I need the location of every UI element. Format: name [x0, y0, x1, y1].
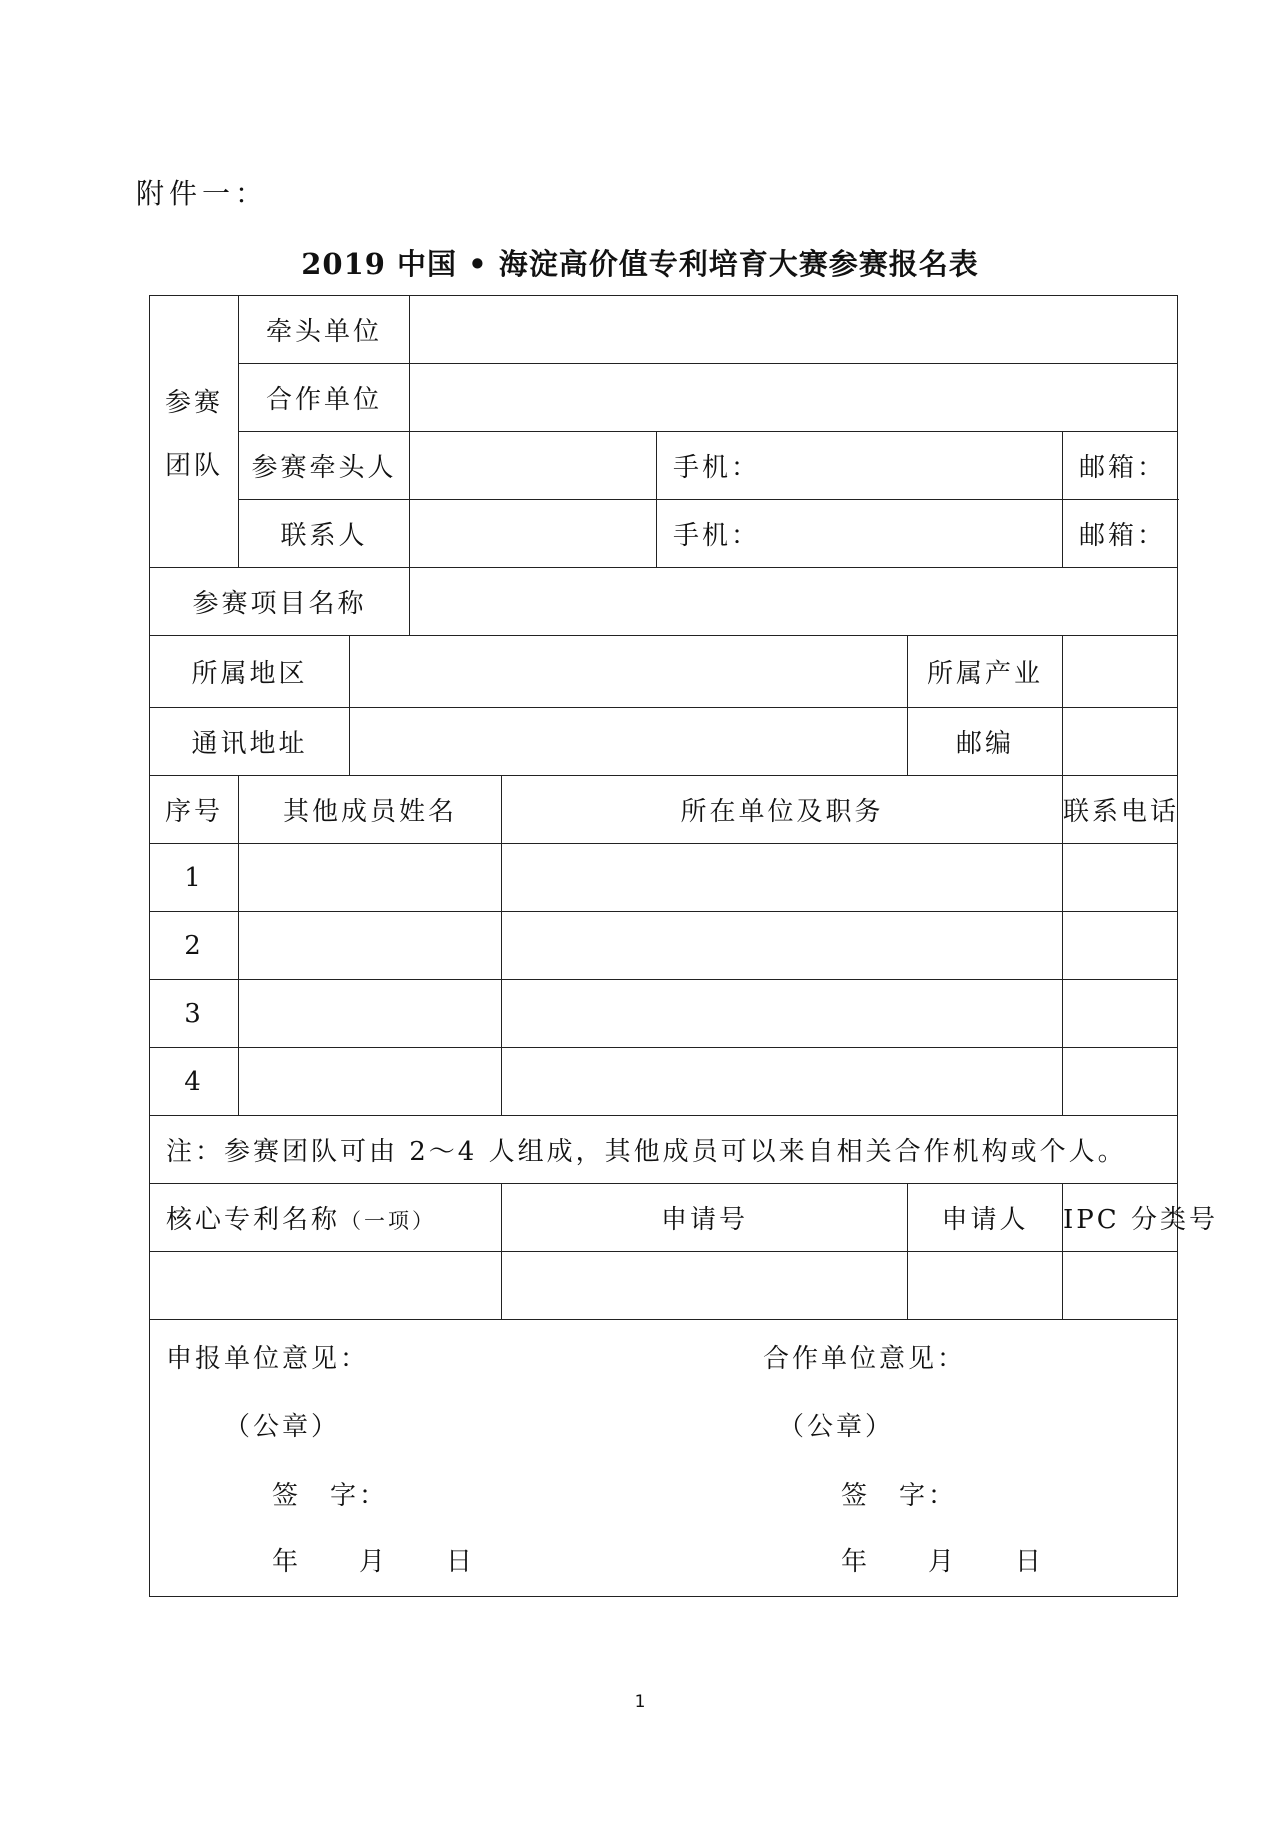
member-phone-field[interactable]	[1063, 980, 1178, 1048]
applicant-seal-label: （公章）	[224, 1412, 341, 1442]
industry-label: 所属产业	[908, 636, 1063, 708]
team-group-label: 参赛 团队	[150, 296, 239, 568]
member-row-number: 2	[150, 912, 239, 980]
partner-seal-label: （公章）	[778, 1412, 895, 1442]
member-phone-field[interactable]	[1063, 844, 1178, 912]
members-header-name: 其他成员姓名	[239, 776, 502, 844]
table-row	[150, 980, 1178, 1048]
applicant-unit-opinion-label: 申报单位意见：	[166, 1344, 370, 1374]
partner-unit-label: 合作单位	[239, 364, 410, 432]
members-header-unit: 所在单位及职务	[502, 776, 1063, 844]
contact-label: 联系人	[239, 500, 410, 568]
leader-email-field[interactable]: 邮箱：	[1063, 432, 1178, 500]
applicant-sign-label: 签 字：	[272, 1481, 389, 1511]
form-title: 2019 中国 • 海淀高价值专利培育大赛参赛报名表	[301, 247, 979, 281]
partner-date-label: 年 月 日	[841, 1547, 1045, 1577]
patent-applicant-label: 申请人	[908, 1184, 1063, 1252]
member-name-field[interactable]	[239, 912, 502, 980]
partner-unit-opinion-label: 合作单位意见：	[763, 1344, 967, 1374]
page-number: 1	[634, 1692, 646, 1712]
contact-email-field[interactable]: 邮箱：	[1063, 500, 1178, 568]
leader-phone-field[interactable]: 手机：	[657, 432, 1063, 500]
table-row	[150, 1048, 1178, 1116]
member-name-field[interactable]	[239, 1048, 502, 1116]
project-name-field[interactable]	[410, 568, 1178, 636]
partner-unit-field[interactable]	[410, 364, 1178, 432]
patent-application-no-field[interactable]	[502, 1252, 908, 1320]
attachment-label: 附件一：	[136, 177, 269, 210]
project-name-label: 参赛项目名称	[150, 568, 410, 636]
member-unit-field[interactable]	[502, 1048, 1063, 1116]
applicant-date-label: 年 月 日	[272, 1547, 476, 1577]
member-unit-field[interactable]	[502, 912, 1063, 980]
opinions-section[interactable]	[150, 1320, 1178, 1597]
team-note: 注：参赛团队可由 2～4 人组成，其他成员可以来自相关合作机构或个人。	[150, 1116, 1178, 1184]
patent-application-no-label: 申请号	[502, 1184, 908, 1252]
member-unit-field[interactable]	[502, 980, 1063, 1048]
patent-ipc-field[interactable]	[1063, 1252, 1178, 1320]
patent-applicant-field[interactable]	[908, 1252, 1063, 1320]
table-row	[150, 912, 1178, 980]
member-phone-field[interactable]	[1063, 912, 1178, 980]
registration-form	[149, 295, 1218, 1597]
member-phone-field[interactable]	[1063, 1048, 1178, 1116]
industry-field[interactable]	[1063, 636, 1178, 708]
table-row	[150, 1252, 1178, 1320]
leader-label: 参赛牵头人	[239, 432, 410, 500]
member-row-number: 3	[150, 980, 239, 1048]
member-name-field[interactable]	[239, 844, 502, 912]
member-name-field[interactable]	[239, 980, 502, 1048]
patent-ipc-label: IPC 分类号	[1063, 1184, 1178, 1252]
address-field[interactable]	[350, 708, 908, 776]
table-row	[150, 844, 1178, 912]
postcode-field[interactable]	[1063, 708, 1178, 776]
partner-sign-label: 签 字：	[841, 1481, 958, 1511]
member-row-number: 1	[150, 844, 239, 912]
member-unit-field[interactable]	[502, 844, 1063, 912]
patent-name-field[interactable]	[150, 1252, 502, 1320]
member-row-number: 4	[150, 1048, 239, 1116]
lead-unit-label: 牵头单位	[239, 296, 410, 364]
patent-name-label: 核心专利名称（一项）	[150, 1184, 502, 1252]
postcode-label: 邮编	[908, 708, 1063, 776]
contact-field[interactable]	[410, 500, 657, 568]
lead-unit-field[interactable]	[410, 296, 1178, 364]
leader-field[interactable]	[410, 432, 657, 500]
region-field[interactable]	[350, 636, 908, 708]
address-label: 通讯地址	[150, 708, 350, 776]
contact-phone-field[interactable]: 手机：	[657, 500, 1063, 568]
members-header-phone: 联系电话	[1063, 776, 1178, 844]
members-header-no: 序号	[150, 776, 239, 844]
region-label: 所属地区	[150, 636, 350, 708]
